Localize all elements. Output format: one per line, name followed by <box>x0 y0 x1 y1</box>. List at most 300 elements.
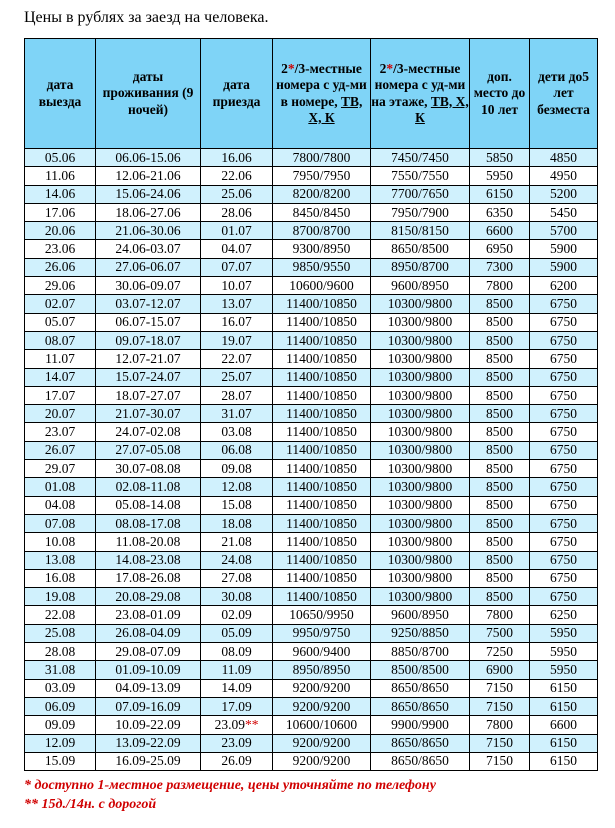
footnote-duration: ** 15д./14н. с дорогой <box>24 797 157 812</box>
cell-child <box>530 734 598 752</box>
cell-stay <box>96 697 201 715</box>
cell-departure-text: 29.07 <box>44 460 76 476</box>
cell-ensuite <box>273 734 371 752</box>
cell-extra-text: 7800 <box>486 277 513 293</box>
cell-floor <box>371 569 470 587</box>
cell-extra-text: 7300 <box>486 259 513 275</box>
cell-child-text: 6750 <box>550 387 577 403</box>
cell-departure <box>25 167 96 185</box>
cell-ensuite-text: 10650/9950 <box>289 607 354 623</box>
cell-stay-text: 02.08-11.08 <box>115 478 181 494</box>
cell-floor-text: 10300/9800 <box>387 497 453 513</box>
cell-floor <box>371 643 470 661</box>
cell-arrival-text: 30.08 <box>221 588 252 604</box>
cell-extra-text: 5950 <box>486 167 513 183</box>
cell-departure-text: 11.06 <box>45 167 75 183</box>
cell-stay-text: 09.07-18.07 <box>115 332 181 348</box>
cell-floor <box>371 752 470 770</box>
cell-arrival-text: 11.09 <box>221 661 252 677</box>
cell-child <box>530 624 598 642</box>
cell-ensuite-text: 9200/9200 <box>292 753 351 769</box>
cell-stay-text: 23.08-01.09 <box>115 607 181 623</box>
cell-stay-text: 21.07-30.07 <box>115 405 181 421</box>
cell-extra-text: 6900 <box>486 661 513 677</box>
cell-child-text: 5450 <box>550 204 577 220</box>
cell-arrival <box>201 478 273 496</box>
cell-floor <box>371 222 470 240</box>
cell-child <box>530 423 598 441</box>
cell-child-text: 6150 <box>550 735 577 751</box>
cell-ensuite-text: 11400/10850 <box>286 497 357 513</box>
cell-floor <box>371 258 470 276</box>
cell-arrival-text: 28.06 <box>221 204 252 220</box>
cell-arrival <box>201 441 273 459</box>
cell-ensuite-text: 9300/8950 <box>292 241 351 257</box>
table-row <box>25 405 598 423</box>
cell-ensuite <box>273 496 371 514</box>
cell-departure-text: 29.06 <box>44 277 76 293</box>
cell-ensuite-text: 11400/10850 <box>286 424 357 440</box>
cell-stay-text: 24.06-03.07 <box>115 241 181 257</box>
cell-floor <box>371 514 470 532</box>
cell-departure <box>25 368 96 386</box>
cell-extra <box>470 258 530 276</box>
cell-child <box>530 752 598 770</box>
table-row <box>25 478 598 496</box>
table-row <box>25 222 598 240</box>
cell-extra-text: 7150 <box>486 698 513 714</box>
cell-ensuite <box>273 716 371 734</box>
cell-departure-text: 14.07 <box>44 369 76 385</box>
cell-child <box>530 679 598 697</box>
cell-extra <box>470 606 530 624</box>
cell-ensuite <box>273 752 371 770</box>
cell-child-text: 6750 <box>550 478 577 494</box>
cell-floor-text: 10300/9800 <box>387 570 453 586</box>
cell-floor <box>371 350 470 368</box>
cell-floor <box>371 606 470 624</box>
table-row <box>25 624 598 642</box>
cell-stay <box>96 734 201 752</box>
header-extra-bed: доп. место до 10 лет <box>470 39 530 149</box>
cell-ensuite <box>273 149 371 167</box>
cell-arrival <box>201 405 273 423</box>
cell-ensuite-text: 11400/10850 <box>286 405 357 421</box>
cell-arrival-text: 15.08 <box>221 497 252 513</box>
cell-arrival <box>201 185 273 203</box>
cell-child-text: 6200 <box>550 277 577 293</box>
cell-floor <box>371 313 470 331</box>
cell-arrival <box>201 514 273 532</box>
cell-extra-text: 8500 <box>486 314 513 330</box>
header-room-ensuite <box>273 39 371 149</box>
cell-extra <box>470 514 530 532</box>
cell-arrival-text: 05.09 <box>221 625 252 641</box>
cell-arrival-text: 31.07 <box>221 405 252 421</box>
cell-floor-text: 8650/8500 <box>391 241 449 257</box>
cell-child <box>530 496 598 514</box>
cell-ensuite <box>273 514 371 532</box>
cell-stay <box>96 460 201 478</box>
cell-arrival <box>201 331 273 349</box>
cell-departure <box>25 697 96 715</box>
cell-extra <box>470 350 530 368</box>
cell-extra <box>470 697 530 715</box>
cell-child-text: 6150 <box>550 698 577 714</box>
cell-ensuite <box>273 624 371 642</box>
cell-child <box>530 386 598 404</box>
cell-floor <box>371 368 470 386</box>
cell-floor <box>371 240 470 258</box>
table-row <box>25 167 598 185</box>
header-room-ensuite-text: /3-местные номера с уд-ми в номере, <box>276 61 367 109</box>
cell-stay <box>96 716 201 734</box>
header-departure: дата выезда <box>25 39 96 149</box>
cell-extra <box>470 441 530 459</box>
cell-child-text: 6750 <box>550 314 577 330</box>
cell-floor-text: 9250/8850 <box>391 625 449 641</box>
cell-extra-text: 8500 <box>486 552 513 568</box>
cell-ensuite <box>273 441 371 459</box>
cell-departure-text: 23.06 <box>44 241 76 257</box>
cell-ensuite <box>273 386 371 404</box>
cell-floor <box>371 624 470 642</box>
cell-departure <box>25 569 96 587</box>
cell-child <box>530 149 598 167</box>
cell-child <box>530 331 598 349</box>
cell-extra <box>470 533 530 551</box>
cell-ensuite <box>273 661 371 679</box>
cell-stay <box>96 240 201 258</box>
cell-child-text: 6600 <box>550 716 577 732</box>
cell-child-text: 5950 <box>550 661 577 677</box>
cell-arrival-text: 25.07 <box>221 369 252 385</box>
cell-floor-text: 10300/9800 <box>387 588 453 604</box>
cell-departure <box>25 295 96 313</box>
table-body <box>25 149 598 771</box>
cell-child-text: 6750 <box>550 350 577 366</box>
cell-child-text: 6750 <box>550 588 577 604</box>
table-row <box>25 149 598 167</box>
cell-floor <box>371 533 470 551</box>
cell-child-text: 6750 <box>550 332 577 348</box>
table-row <box>25 460 598 478</box>
cell-extra-text: 8500 <box>486 478 513 494</box>
cell-departure <box>25 716 96 734</box>
cell-stay <box>96 514 201 532</box>
cell-stay-text: 24.07-02.08 <box>115 424 181 440</box>
cell-extra-text: 7800 <box>486 607 513 623</box>
cell-ensuite <box>273 368 371 386</box>
cell-ensuite-text: 11400/10850 <box>286 314 357 330</box>
cell-departure <box>25 331 96 349</box>
cell-floor <box>371 588 470 606</box>
cell-floor-text: 10300/9800 <box>387 350 453 366</box>
cell-stay <box>96 606 201 624</box>
cell-stay-text: 29.08-07.09 <box>115 643 181 659</box>
cell-extra-text: 7150 <box>486 680 513 696</box>
cell-child-text: 6750 <box>550 552 577 568</box>
table-row <box>25 313 598 331</box>
cell-child-text: 6750 <box>550 460 577 476</box>
cell-stay-text: 27.07-05.08 <box>115 442 181 458</box>
cell-floor-text: 10300/9800 <box>387 424 453 440</box>
cell-floor <box>371 441 470 459</box>
table-row <box>25 331 598 349</box>
header-room-floor <box>371 39 470 149</box>
cell-child-text: 6150 <box>550 753 577 769</box>
cell-arrival-text: 14.09 <box>221 680 252 696</box>
cell-extra <box>470 167 530 185</box>
cell-arrival <box>201 423 273 441</box>
cell-departure <box>25 643 96 661</box>
cell-floor-text: 10300/9800 <box>387 369 453 385</box>
cell-ensuite <box>273 295 371 313</box>
table-row <box>25 533 598 551</box>
cell-stay <box>96 423 201 441</box>
table-row <box>25 679 598 697</box>
cell-child <box>530 368 598 386</box>
cell-ensuite-text: 11400/10850 <box>286 442 357 458</box>
cell-floor <box>371 277 470 295</box>
cell-ensuite-text: 11400/10850 <box>286 296 357 312</box>
cell-floor-text: 10300/9800 <box>387 460 453 476</box>
cell-ensuite-text: 11400/10850 <box>286 460 357 476</box>
cell-departure-text: 03.09 <box>44 680 76 696</box>
cell-extra-text: 6150 <box>486 186 513 202</box>
table-row <box>25 185 598 203</box>
cell-ensuite <box>273 551 371 569</box>
cell-arrival-text: 12.08 <box>221 478 252 494</box>
cell-arrival <box>201 569 273 587</box>
cell-floor <box>371 386 470 404</box>
cell-extra <box>470 222 530 240</box>
cell-arrival <box>201 368 273 386</box>
cell-extra-text: 8500 <box>486 588 513 604</box>
cell-ensuite-text: 8450/8450 <box>292 204 351 220</box>
cell-floor <box>371 331 470 349</box>
header-room-ensuite-num: 2 <box>281 61 288 77</box>
cell-ensuite-text: 11400/10850 <box>286 369 357 385</box>
cell-stay <box>96 350 201 368</box>
cell-departure <box>25 277 96 295</box>
cell-stay <box>96 569 201 587</box>
cell-departure-text: 17.07 <box>44 387 76 403</box>
cell-floor-text: 9600/8950 <box>391 277 449 293</box>
cell-arrival <box>201 258 273 276</box>
cell-stay <box>96 496 201 514</box>
cell-arrival <box>201 752 273 770</box>
cell-extra <box>470 716 530 734</box>
cell-stay-text: 16.09-25.09 <box>115 753 181 769</box>
header-arrival: дата приезда <box>201 39 273 149</box>
cell-child-text: 6250 <box>550 607 577 623</box>
cell-ensuite <box>273 313 371 331</box>
cell-stay-text: 12.07-21.07 <box>115 350 181 366</box>
cell-floor-text: 10300/9800 <box>387 552 453 568</box>
cell-ensuite <box>273 277 371 295</box>
cell-arrival <box>201 167 273 185</box>
cell-stay <box>96 551 201 569</box>
cell-arrival <box>201 496 273 514</box>
cell-departure-text: 11.07 <box>45 350 75 366</box>
cell-ensuite-text: 9200/9200 <box>292 680 351 696</box>
cell-departure-text: 09.09 <box>44 716 76 732</box>
cell-floor-text: 8650/8650 <box>391 698 449 714</box>
cell-arrival <box>201 386 273 404</box>
cell-extra <box>470 386 530 404</box>
cell-ensuite-text: 11400/10850 <box>286 570 357 586</box>
cell-arrival <box>201 734 273 752</box>
cell-extra-text: 8500 <box>486 460 513 476</box>
cell-arrival <box>201 203 273 221</box>
cell-ensuite-text: 11400/10850 <box>286 387 357 403</box>
cell-extra-text: 7150 <box>486 735 513 751</box>
cell-departure <box>25 661 96 679</box>
cell-extra-text: 6950 <box>486 241 513 257</box>
cell-stay-text: 21.06-30.06 <box>115 222 181 238</box>
cell-extra-text: 6350 <box>486 204 513 220</box>
cell-ensuite <box>273 478 371 496</box>
cell-child <box>530 514 598 532</box>
cell-departure-text: 08.07 <box>44 332 76 348</box>
cell-departure <box>25 460 96 478</box>
cell-child-text: 5700 <box>550 222 577 238</box>
cell-stay <box>96 258 201 276</box>
cell-stay <box>96 478 201 496</box>
cell-stay <box>96 277 201 295</box>
cell-stay-text: 26.08-04.09 <box>115 625 181 641</box>
cell-arrival <box>201 533 273 551</box>
cell-floor-text: 8150/8150 <box>391 222 449 238</box>
cell-ensuite <box>273 258 371 276</box>
cell-arrival <box>201 697 273 715</box>
table-row <box>25 368 598 386</box>
cell-stay-text: 30.06-09.07 <box>115 277 181 293</box>
cell-floor-text: 10300/9800 <box>387 296 453 312</box>
cell-floor <box>371 460 470 478</box>
cell-extra <box>470 624 530 642</box>
cell-floor-text: 10300/9800 <box>387 478 453 494</box>
cell-ensuite-text: 9850/9550 <box>292 259 351 275</box>
cell-stay <box>96 149 201 167</box>
cell-departure-text: 16.08 <box>44 570 76 586</box>
cell-stay-text: 27.06-06.07 <box>115 259 181 275</box>
cell-departure-text: 01.08 <box>44 478 76 494</box>
cell-departure-text: 31.08 <box>44 661 76 677</box>
cell-extra-text: 7250 <box>486 643 513 659</box>
cell-extra <box>470 752 530 770</box>
cell-departure <box>25 588 96 606</box>
cell-floor <box>371 167 470 185</box>
cell-ensuite-text: 7800/7800 <box>292 149 351 165</box>
cell-stay <box>96 661 201 679</box>
cell-departure <box>25 624 96 642</box>
cell-departure <box>25 679 96 697</box>
header-children: дети до5 лет безместа <box>530 39 598 149</box>
cell-departure <box>25 149 96 167</box>
cell-ensuite <box>273 569 371 587</box>
cell-child <box>530 606 598 624</box>
cell-stay-text: 18.07-27.07 <box>115 387 181 403</box>
cell-floor <box>371 734 470 752</box>
cell-floor <box>371 423 470 441</box>
cell-extra <box>470 423 530 441</box>
cell-floor-text: 10300/9800 <box>387 405 453 421</box>
cell-stay-text: 12.06-21.06 <box>115 167 181 183</box>
cell-child-text: 5900 <box>550 259 577 275</box>
cell-departure <box>25 514 96 532</box>
cell-stay <box>96 405 201 423</box>
cell-ensuite <box>273 167 371 185</box>
cell-extra <box>470 185 530 203</box>
header-room-floor-amenities: ТВ, Х, К <box>415 93 469 125</box>
cell-departure <box>25 258 96 276</box>
header-room-ensuite-amenities: ТВ, Х, К <box>308 93 363 125</box>
cell-stay <box>96 313 201 331</box>
table-row <box>25 697 598 715</box>
cell-ensuite <box>273 405 371 423</box>
cell-child-text: 6750 <box>550 442 577 458</box>
table-row <box>25 203 598 221</box>
cell-extra-text: 6600 <box>486 222 513 238</box>
cell-departure <box>25 533 96 551</box>
cell-extra <box>470 203 530 221</box>
cell-arrival-text: 26.09 <box>221 753 252 769</box>
table-row <box>25 240 598 258</box>
cell-departure-text: 20.07 <box>44 405 76 421</box>
cell-extra <box>470 295 530 313</box>
cell-floor-text: 8950/8700 <box>391 259 449 275</box>
cell-ensuite <box>273 533 371 551</box>
cell-extra-text: 8500 <box>486 424 513 440</box>
cell-arrival-text: 23.09 <box>214 716 245 732</box>
cell-arrival-text: 23.09 <box>221 735 252 751</box>
cell-stay <box>96 203 201 221</box>
cell-arrival <box>201 295 273 313</box>
cell-ensuite-text: 11400/10850 <box>286 515 357 531</box>
table-header-row <box>25 39 598 149</box>
table-row <box>25 441 598 459</box>
cell-floor <box>371 478 470 496</box>
header-room-floor-asterisk: * <box>386 61 394 77</box>
cell-stay-text: 06.07-15.07 <box>115 314 181 330</box>
cell-arrival-text: 22.07 <box>221 350 252 366</box>
cell-departure <box>25 240 96 258</box>
cell-ensuite <box>273 588 371 606</box>
cell-extra <box>470 405 530 423</box>
cell-child-text: 6150 <box>550 680 577 696</box>
cell-departure <box>25 441 96 459</box>
cell-floor <box>371 185 470 203</box>
cell-floor <box>371 661 470 679</box>
cell-arrival-footnote-mark: ** <box>244 716 259 732</box>
cell-stay-text: 10.09-22.09 <box>115 716 181 732</box>
header-room-ensuite-asterisk: * <box>287 61 295 77</box>
cell-floor-text: 10300/9800 <box>387 387 453 403</box>
cell-child-text: 5900 <box>550 241 577 257</box>
cell-ensuite <box>273 331 371 349</box>
cell-child <box>530 551 598 569</box>
cell-arrival-text: 28.07 <box>221 387 252 403</box>
cell-departure <box>25 313 96 331</box>
cell-extra-text: 8500 <box>486 332 513 348</box>
cell-child-text: 6750 <box>550 570 577 586</box>
cell-ensuite-text: 8950/8950 <box>292 661 351 677</box>
cell-departure-text: 26.07 <box>44 442 76 458</box>
cell-floor-text: 7950/7900 <box>391 204 449 220</box>
cell-child <box>530 569 598 587</box>
